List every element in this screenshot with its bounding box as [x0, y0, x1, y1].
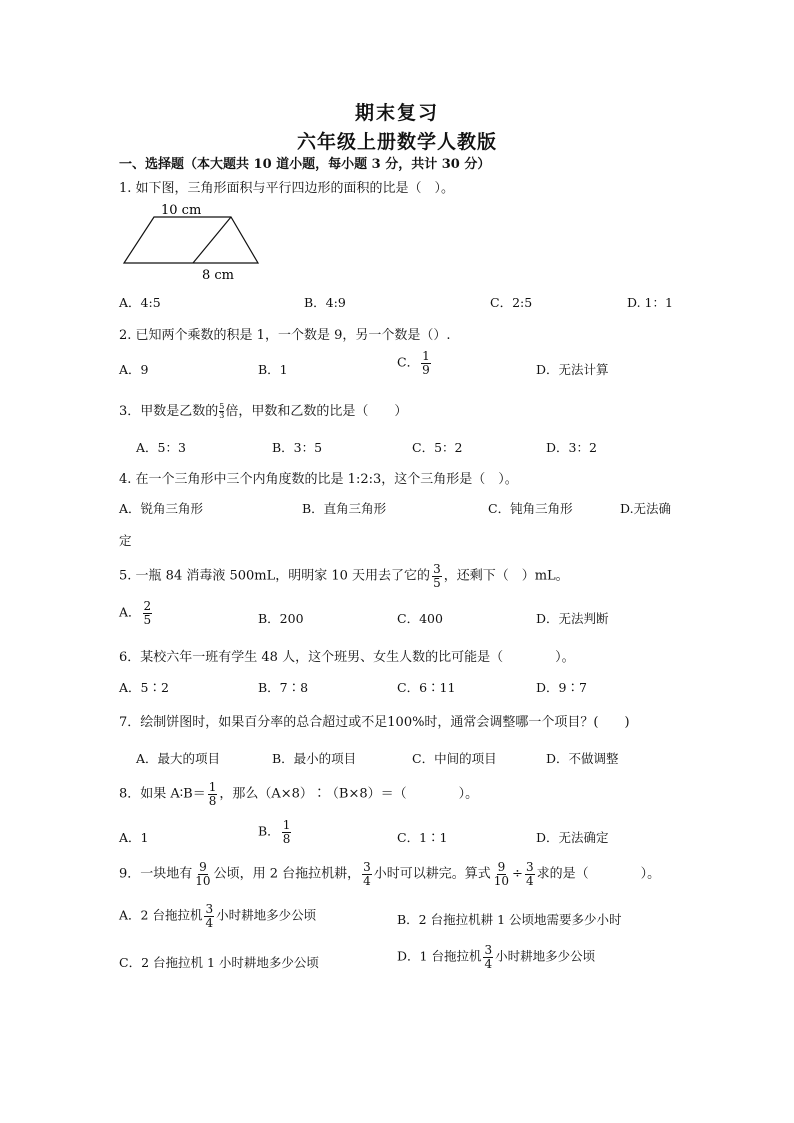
q1-option-c[interactable]: C．2:5 — [490, 295, 533, 310]
q1-option-d[interactable]: D. 1：1 — [627, 295, 673, 310]
q9-option-a[interactable] — [119, 903, 316, 929]
question-3-text — [119, 400, 407, 420]
q5-text-before: 5. 一瓶 84 消毒液 500mL，明明家 10 天用去了它的 — [119, 568, 431, 584]
q9-option-b[interactable]: B．2 台拖拉机耕 1 公顷地需要多少小时 — [397, 912, 622, 927]
q4-option-a[interactable]: A．锐角三角形 — [119, 501, 204, 516]
q9-option-c[interactable]: C．2 台拖拉机 1 小时耕地多少公顷 — [119, 955, 319, 970]
fraction-denominator: 8 — [208, 793, 217, 808]
q9-text-2: 公顷，用 2 台拖拉机耕， — [213, 866, 361, 882]
question-5-text — [119, 563, 569, 589]
fraction-denominator: 4 — [205, 915, 214, 930]
question-2-text: 2. 已知两个乘数的积是 1，一个数是 9，另一个数是（）. — [119, 328, 451, 343]
q8-option-a[interactable]: A．1 — [119, 830, 149, 845]
q6-option-c[interactable]: C．6∶11 — [397, 680, 456, 695]
q3-option-c[interactable]: C．5：2 — [412, 440, 463, 455]
q9-text-1: 9．一块地有 — [119, 866, 193, 882]
q5-option-a[interactable] — [119, 600, 154, 626]
parallelogram-shape — [124, 217, 258, 263]
fraction-numerator: 3 — [433, 562, 441, 576]
q6-option-b[interactable]: B．7∶8 — [258, 680, 309, 695]
triangle-divider-line — [193, 217, 231, 263]
fraction-denominator: 5 — [433, 575, 441, 590]
q9-fraction-4 — [525, 861, 535, 887]
parallelogram-figure — [118, 200, 268, 285]
figure-top-label: 10 cm — [161, 203, 202, 218]
q4-option-d-continued: 定 — [119, 533, 132, 548]
fraction-denominator: 4 — [363, 873, 371, 888]
q9-option-d[interactable] — [397, 944, 595, 970]
fraction-numerator: 9 — [497, 860, 506, 874]
q5-option-c[interactable]: C．400 — [397, 611, 443, 626]
fraction-numerator: 1 — [208, 780, 217, 794]
q9-option-a-fraction — [204, 903, 214, 929]
fraction-denominator: 3 — [219, 411, 225, 420]
q4-option-c[interactable]: C．钝角三角形 — [488, 501, 573, 516]
q1-option-a[interactable]: A．4:5 — [119, 295, 161, 310]
q7-option-d[interactable]: D．不做调整 — [546, 751, 619, 766]
question-1-text: 1. 如下图，三角形面积与平行四边形的面积的比是（ ）。 — [119, 181, 455, 196]
q7-option-c[interactable]: C．中间的项目 — [412, 751, 497, 766]
fraction-numerator: 5 — [219, 402, 225, 411]
q9-option-a-text-2: 小时耕地多少公顷 — [216, 907, 317, 923]
q5-option-a-label: A． — [119, 604, 141, 620]
page-title: 期末复习 — [354, 102, 439, 124]
q7-option-a[interactable]: A．最大的项目 — [136, 751, 221, 766]
q9-fraction-1 — [194, 861, 211, 887]
q5-option-d[interactable]: D．无法判断 — [536, 611, 609, 626]
q2-option-d[interactable]: D．无法计算 — [536, 362, 609, 377]
q2-option-c-label: C． — [397, 354, 420, 370]
q2-option-c[interactable] — [397, 350, 433, 376]
fraction-denominator: 9 — [422, 362, 430, 377]
q2-option-a[interactable]: A．9 — [119, 362, 149, 377]
fraction-denominator: 5 — [143, 612, 152, 627]
q3-option-a[interactable]: A．5：3 — [136, 440, 186, 455]
q3-option-b[interactable]: B．3：5 — [272, 440, 323, 455]
q8-text-after: ，那么（A×8）∶（B×8）＝（ ）。 — [219, 786, 479, 802]
q7-option-b[interactable]: B．最小的项目 — [272, 751, 357, 766]
q9-fraction-3 — [493, 861, 510, 887]
figure-bottom-label: 8 cm — [202, 268, 235, 283]
question-4-text: 4. 在一个三角形中三个内角度数的比是 1:2:3，这个三角形是（ ）。 — [119, 472, 518, 487]
fraction-numerator: 1 — [422, 349, 430, 363]
fraction-numerator: 3 — [525, 860, 534, 874]
section-title: 一、选择题（本大题共 10 道小题，每小题 3 分，共计 30 分） — [119, 157, 491, 172]
q3-text-after: 倍，甲数和乙数的比是（ ） — [225, 404, 408, 419]
q9-text-4: 求的是（ ）。 — [536, 866, 661, 882]
fraction-numerator: 3 — [484, 943, 493, 957]
q5-option-b[interactable]: B．200 — [258, 611, 304, 626]
fraction-denominator: 4 — [484, 956, 493, 971]
fraction-denominator: 10 — [195, 873, 211, 888]
q9-option-d-text-1: D．1 台拖拉机 — [397, 948, 482, 964]
q9-fraction-2 — [362, 861, 372, 887]
q1-option-b[interactable]: B．4:9 — [304, 295, 346, 310]
q9-option-a-text-1: A．2 台拖拉机 — [119, 907, 203, 923]
fraction-numerator: 1 — [282, 818, 291, 832]
q8-option-b-fraction — [282, 819, 292, 845]
q9-option-d-text-2: 小时耕地多少公顷 — [495, 948, 596, 964]
q8-option-b-label: B． — [258, 823, 280, 839]
q3-fraction — [219, 403, 224, 420]
q8-option-c[interactable]: C．1∶1 — [397, 830, 448, 845]
q5-option-a-fraction — [143, 600, 153, 626]
q8-option-d[interactable]: D．无法确定 — [536, 830, 609, 845]
q8-option-b[interactable] — [258, 819, 293, 845]
q6-option-d[interactable]: D．9∶7 — [536, 680, 587, 695]
q3-text-before: 3．甲数是乙数的 — [119, 404, 219, 419]
question-7-text: 7．绘制饼图时，如果百分率的总合超过或不足100%时，通常会调整哪一个项目？( ) — [119, 715, 630, 730]
q3-option-d[interactable]: D．3：2 — [546, 440, 597, 455]
q6-option-a[interactable]: A．5∶2 — [119, 680, 169, 695]
q8-fraction — [208, 781, 218, 807]
q9-operator: ÷ — [512, 866, 523, 882]
q5-fraction — [432, 563, 442, 589]
fraction-numerator: 9 — [199, 860, 207, 874]
q9-text-3: 小时可以耕完。算式 — [373, 866, 491, 882]
fraction-denominator: 8 — [282, 831, 291, 846]
page-subtitle: 六年级上册数学人教版 — [296, 131, 497, 153]
q2-option-c-fraction — [421, 350, 431, 376]
fraction-numerator: 2 — [143, 599, 152, 613]
fraction-numerator: 3 — [205, 902, 214, 916]
question-9-text — [119, 861, 660, 887]
question-8-text — [119, 781, 478, 807]
q2-option-b[interactable]: B．1 — [258, 362, 288, 377]
question-6-text: 6．某校六年一班有学生 48 人，这个班男、女生人数的比可能是（ ）。 — [119, 650, 575, 665]
q5-text-after: ，还剩下（ ）mL。 — [443, 568, 569, 584]
q4-option-d[interactable]: D.无法确 — [620, 501, 672, 516]
q8-text-before: 8．如果 A∶B＝ — [119, 786, 206, 802]
q9-option-d-fraction — [483, 944, 493, 970]
fraction-denominator: 10 — [493, 873, 510, 888]
fraction-numerator: 3 — [363, 860, 371, 874]
q4-option-b[interactable]: B．直角三角形 — [302, 501, 387, 516]
fraction-denominator: 4 — [525, 873, 534, 888]
